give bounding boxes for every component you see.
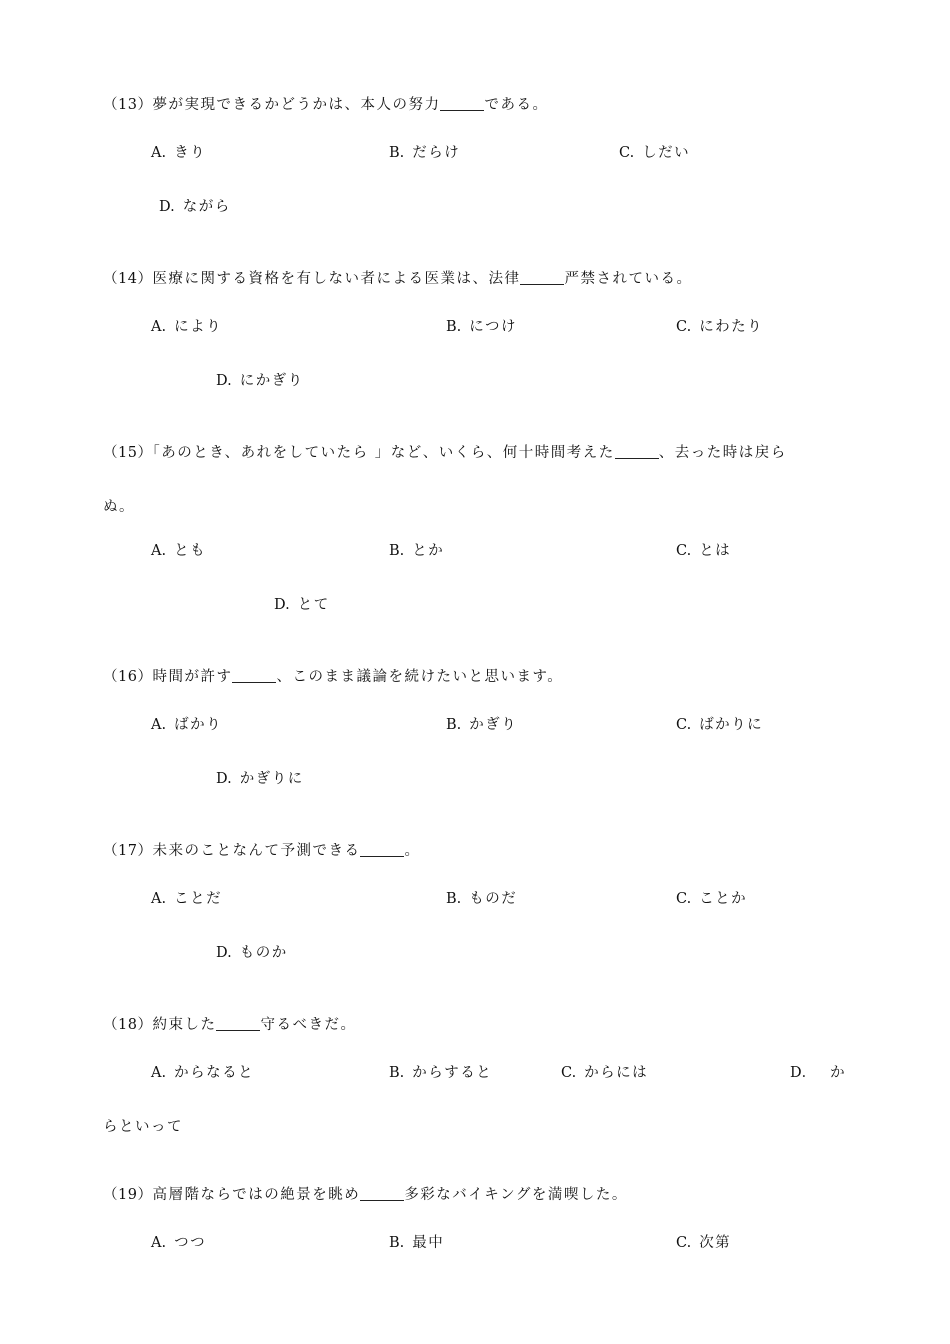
option-d (216, 769, 304, 789)
answer-blank (520, 270, 564, 285)
option-label: D. (159, 199, 175, 215)
question-text-before: 夢が実現できるかどうかは、本人の努力 (152, 97, 441, 113)
option-a (151, 889, 222, 909)
option-text: にかぎり (239, 373, 304, 389)
option-label: D. (216, 771, 232, 787)
option-label: A. (151, 1065, 167, 1081)
option-text: により (174, 319, 223, 335)
option-label: D. (216, 945, 232, 961)
option-text: かぎりに (239, 771, 304, 787)
option-b (446, 317, 517, 337)
question-17 (103, 841, 420, 861)
question-number: （13） (103, 97, 153, 113)
option-text: からなると (174, 1065, 255, 1081)
option-a (151, 1233, 206, 1253)
question-text-before: 医療に関する資格を有しない者による医業は、法律 (152, 271, 521, 287)
option-d-continuation: らといって (103, 1119, 183, 1135)
option-text: つつ (174, 1235, 207, 1251)
question-text-after: である。 (484, 97, 549, 113)
option-a (151, 143, 206, 163)
option-label: A. (151, 891, 167, 907)
question-number: （19） (103, 1187, 153, 1203)
option-label: B. (446, 319, 462, 335)
option-label: C. (676, 717, 692, 733)
option-a (151, 1063, 254, 1083)
question-text-before: 高層階ならではの絶景を眺め (152, 1187, 361, 1203)
question-number: （14） (103, 271, 153, 287)
option-text: ことだ (174, 891, 223, 907)
option-label: D． (790, 1065, 817, 1081)
question-text-after: 多彩なバイキングを満喫した。 (404, 1187, 628, 1203)
option-text: とて (297, 597, 330, 613)
question-number: （18） (103, 1017, 153, 1033)
option-d (216, 371, 304, 391)
option-a (151, 541, 206, 561)
option-text: か (830, 1065, 847, 1081)
question-18 (103, 1015, 356, 1035)
option-c (619, 143, 690, 163)
option-d (159, 197, 231, 217)
option-text: からには (584, 1065, 649, 1081)
question-text-after: 严禁されている。 (564, 271, 693, 287)
option-text: 最中 (412, 1235, 445, 1251)
option-b (446, 889, 517, 909)
question-text-after: 守るべきだ。 (260, 1017, 357, 1033)
answer-blank (360, 842, 404, 857)
option-b (389, 1233, 444, 1253)
option-b (389, 1063, 492, 1083)
question-15 (103, 443, 787, 463)
option-text: ながら (182, 199, 231, 215)
question-text-before: 「あのとき、あれをしていたら 」など、いくら、何十時間考えた (152, 445, 615, 461)
question-16 (103, 667, 563, 687)
option-label: B. (446, 717, 462, 733)
question-text-before: 未来のことなんて予測できる (152, 843, 361, 859)
option-label: B. (446, 891, 462, 907)
question-14 (103, 269, 692, 289)
option-c (676, 1233, 731, 1253)
option-label: A. (151, 145, 167, 161)
option-label: B. (389, 145, 405, 161)
answer-blank (232, 668, 276, 683)
option-text: しだい (642, 145, 691, 161)
option-c (676, 715, 763, 735)
option-label: A. (151, 319, 167, 335)
option-label: C. (676, 543, 692, 559)
option-text: とか (412, 543, 445, 559)
answer-blank (216, 1016, 260, 1031)
question-text-after: 、去った時は戻ら (658, 445, 787, 461)
option-text: ことか (699, 891, 748, 907)
question-text-after: 、このまま議論を続けたいと思います。 (276, 669, 564, 685)
question-continuation: ぬ。 (103, 499, 135, 515)
option-label: C. (676, 319, 692, 335)
option-label: D. (216, 373, 232, 389)
option-text: とは (699, 543, 732, 559)
question-text-after: 。 (404, 843, 421, 859)
option-text: とも (174, 543, 207, 559)
option-a (151, 317, 222, 337)
option-d (274, 595, 330, 615)
option-label: A. (151, 1235, 167, 1251)
option-label: A. (151, 717, 167, 733)
option-text: からすると (412, 1065, 493, 1081)
option-c (676, 317, 763, 337)
option-label: B. (389, 1065, 405, 1081)
option-label: B. (389, 543, 405, 559)
question-number: （17） (103, 843, 153, 859)
option-label: A. (151, 543, 167, 559)
answer-blank (440, 96, 484, 111)
question-13 (103, 95, 548, 115)
option-text: かぎり (469, 717, 518, 733)
option-b (389, 143, 460, 163)
option-a (151, 715, 222, 735)
option-d (216, 943, 288, 963)
option-c (561, 1063, 648, 1083)
option-c (676, 889, 747, 909)
option-text: ものか (239, 945, 288, 961)
question-text-before: 時間が許す (152, 669, 233, 685)
option-text: にわたり (699, 319, 764, 335)
answer-blank (360, 1186, 404, 1201)
option-text: ばかり (174, 717, 223, 733)
question-number: （16） (103, 669, 153, 685)
option-label: C. (561, 1065, 577, 1081)
option-text: きり (174, 145, 207, 161)
option-d (790, 1063, 846, 1083)
option-text: ものだ (469, 891, 518, 907)
option-text: 次第 (699, 1235, 732, 1251)
question-text-before: 約束した (152, 1017, 217, 1033)
option-label: D. (274, 597, 290, 613)
question-19 (103, 1185, 628, 1205)
option-c (676, 541, 731, 561)
option-text: だらけ (412, 145, 461, 161)
option-label: C. (676, 891, 692, 907)
answer-blank (615, 444, 659, 459)
option-label: C. (619, 145, 635, 161)
option-b (389, 541, 444, 561)
option-label: B. (389, 1235, 405, 1251)
option-label: C. (676, 1235, 692, 1251)
question-number: （15） (103, 445, 153, 461)
option-text: ばかりに (699, 717, 764, 733)
option-text: につけ (469, 319, 517, 335)
option-b (446, 715, 517, 735)
